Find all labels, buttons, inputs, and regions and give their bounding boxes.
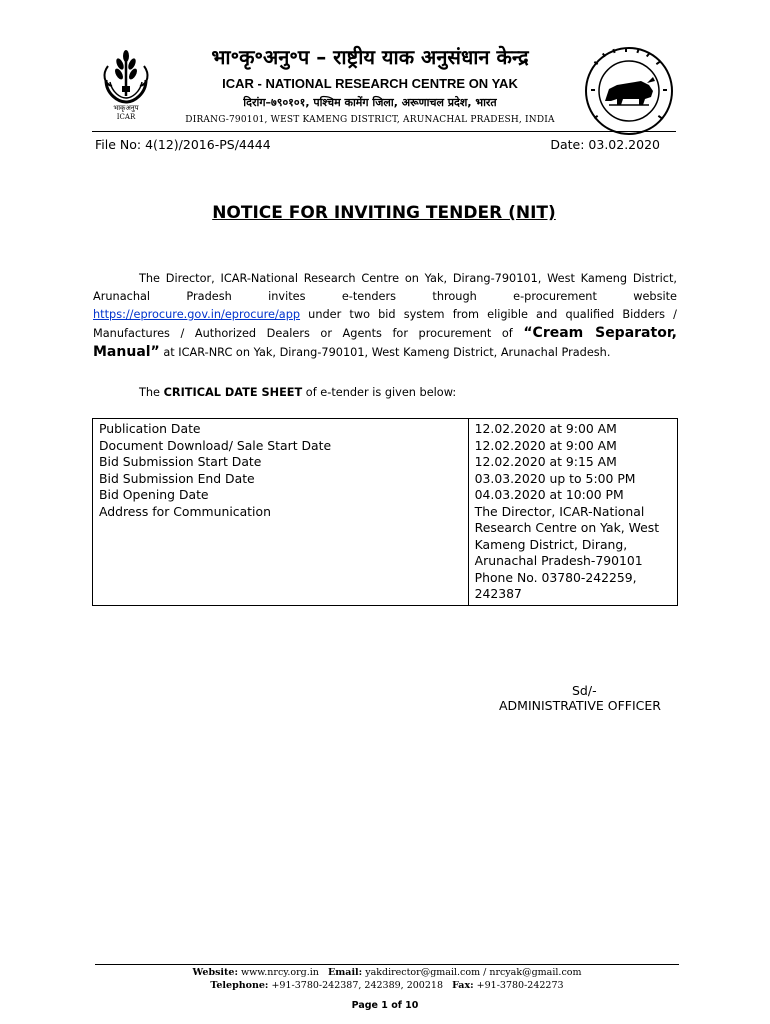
item-name-part1: “Cream Separator, [523, 325, 677, 341]
header-english-title: ICAR - NATIONAL RESEARCH CENTRE ON YAK [222, 76, 518, 91]
signature-sd: Sd/- [572, 683, 597, 698]
document-date: Date: 03.02.2020 [550, 137, 660, 152]
notice-title: NOTICE FOR INVITING TENDER (NIT) [212, 203, 556, 223]
icar-wheat-logo-icon [100, 46, 152, 104]
footer-contact-line-1 [95, 966, 679, 979]
address-line: The Director, ICAR-National [474, 503, 645, 519]
table-row [93, 487, 678, 504]
header-hindi-title: भा॰कृ॰अनु॰प – राष्ट्रीय याक अनुसंधान केन्द्र [211, 45, 529, 69]
footer-website-label: Website: [192, 967, 238, 978]
row-label: Publication Date [93, 419, 469, 438]
address-line: 242387 [474, 586, 522, 601]
row-value: 12.02.2020 at 9:15 AM [468, 454, 677, 471]
body-line-1: The Director, ICAR-National Research Centre on Yak, Dirang-790101, West Kameng District, [139, 272, 677, 285]
address-line: Research Centre on Yak, West [474, 520, 660, 535]
table-row [93, 504, 678, 606]
address-line: Arunachal Pradesh-790101 [474, 553, 643, 568]
table-row [93, 419, 678, 438]
row-label: Address for Communication [93, 504, 469, 606]
item-name-part2: Manual” [93, 344, 160, 360]
address-line: Kameng District, Dirang, [474, 536, 628, 552]
footer-divider [95, 964, 679, 965]
header-divider [92, 131, 676, 132]
row-label: Bid Submission Start Date [93, 454, 469, 471]
page-number: Page 1 of 10 [351, 1000, 419, 1011]
notice-body [93, 270, 677, 362]
footer-email[interactable]: yakdirector@gmail.com / nrcyak@gmail.com [365, 967, 582, 978]
table-row [93, 471, 678, 488]
nrc-yak-seal [583, 45, 675, 137]
critical-suffix: of e-tender is given below: [302, 386, 457, 399]
row-label: Bid Opening Date [93, 487, 469, 504]
row-value: 03.03.2020 up to 5:00 PM [468, 471, 677, 488]
row-label: Document Download/ Sale Start Date [93, 438, 469, 455]
footer-email-label: Email: [328, 967, 363, 978]
critical-date-sheet-label: CRITICAL DATE SHEET [163, 386, 303, 399]
row-value: 04.03.2020 at 10:00 PM [468, 487, 677, 504]
eprocure-link[interactable]: https://eprocure.gov.in/eprocure/app [93, 308, 301, 321]
address-value [468, 504, 677, 606]
table-row [93, 454, 678, 471]
critical-date-intro [139, 386, 456, 399]
critical-prefix: The [139, 386, 164, 399]
body-line-3 [93, 306, 677, 324]
footer-website[interactable]: www.nrcy.org.in [241, 967, 319, 978]
row-value: 12.02.2020 at 9:00 AM [468, 419, 677, 438]
body-line-3-text: under two bid system from eligible and qualified Bidders / [300, 308, 677, 321]
logo-caption-hindi: भाकृअनुप [113, 104, 139, 112]
row-label: Bid Submission End Date [93, 471, 469, 488]
body-line-4-text: Manufactures / Authorized Dealers or Agents for procurement of [93, 327, 524, 340]
signature-designation: ADMINISTRATIVE OFFICER [499, 698, 661, 713]
footer-telephone-label: Telephone: [210, 980, 269, 991]
critical-date-table [92, 418, 678, 606]
table-row [93, 438, 678, 455]
address-line: Phone No. 03780-242259, [474, 569, 637, 585]
footer-fax: +91-3780-242273 [476, 980, 564, 991]
body-line-5 [93, 343, 677, 362]
header-hindi-address: दिरांग–७९०१०१, पश्चिम कामेंग जिला, अरूणाचल प्रदेश, भारत [243, 96, 497, 109]
body-line-4 [93, 324, 677, 343]
header-english-address: DIRANG-790101, WEST KAMENG DISTRICT, ARUNACHAL PRADESH, INDIA [185, 115, 555, 125]
logo-caption-english: ICAR [116, 113, 136, 121]
footer-contact-line-2 [95, 979, 679, 992]
row-value: 12.02.2020 at 9:00 AM [468, 438, 677, 455]
nrc-yak-seal-icon [583, 45, 675, 137]
footer-fax-label: Fax: [452, 980, 474, 991]
body-line-5-text: at ICAR-NRC on Yak, Dirang-790101, West Kameng District, Arunachal Pradesh. [159, 346, 611, 359]
icar-logo [100, 46, 152, 128]
footer-telephone: +91-3780-242387, 242389, 200218 [271, 980, 443, 991]
file-number: File No: 4(12)/2016-PS/4444 [95, 137, 271, 152]
body-line-2: Arunachal Pradesh invites e-tenders through e-procurement website [93, 290, 677, 303]
